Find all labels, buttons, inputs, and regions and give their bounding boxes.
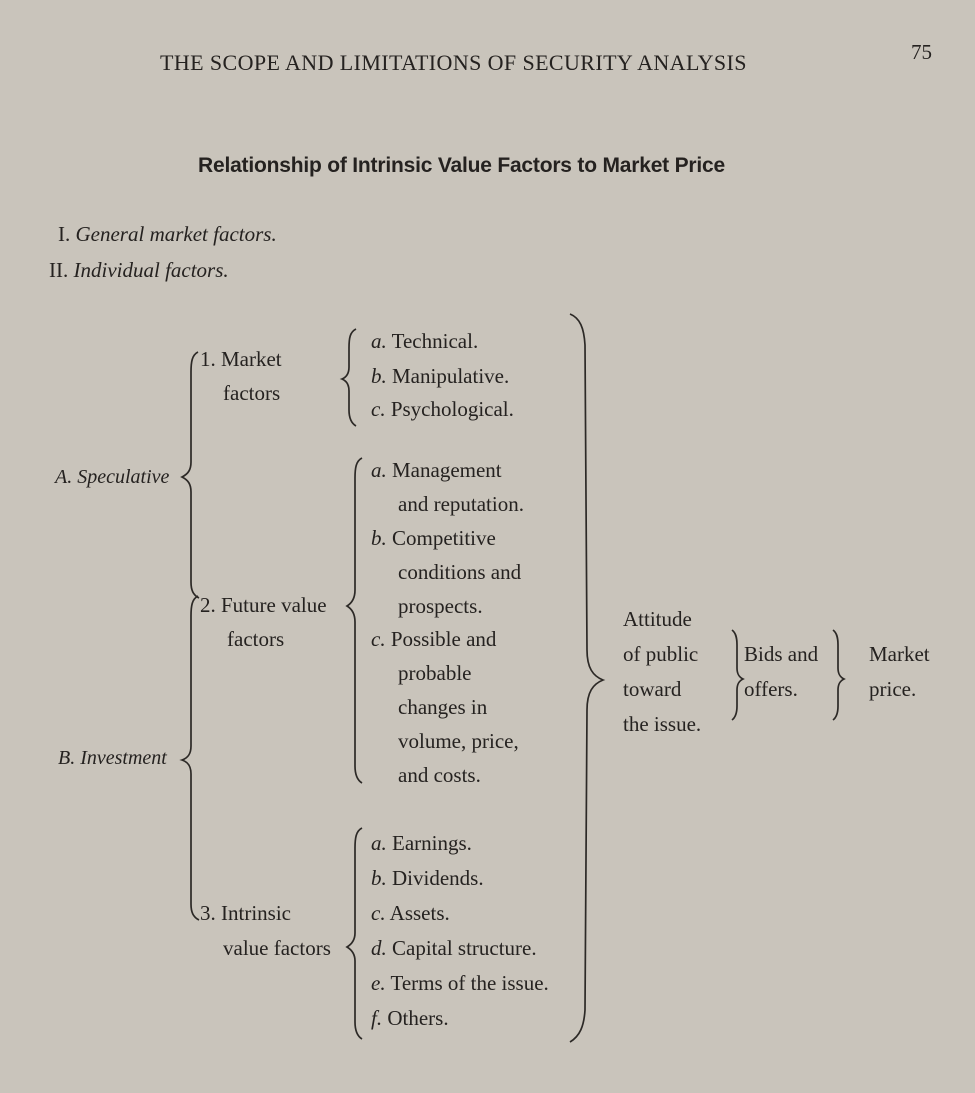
market-item: b. Manipulative. <box>371 364 510 388</box>
page-number: 75 <box>911 40 932 64</box>
intrinsic-item: a. Earnings. <box>371 831 472 855</box>
future-value-brace <box>347 458 362 783</box>
market-price-line: Market <box>869 642 930 666</box>
group-future-line1: 2. Future value <box>200 593 327 617</box>
future-item-cont: changes in <box>398 695 488 719</box>
investment-label: B. Investment <box>58 747 167 769</box>
intrinsic-item: c. Assets. <box>371 901 450 925</box>
bids-line: offers. <box>744 677 798 701</box>
market-factors-brace <box>342 329 356 426</box>
future-item-cont: conditions and <box>398 560 522 584</box>
bids-brace <box>732 630 743 720</box>
list-text: General market factors. <box>75 222 277 246</box>
group-intrinsic-line2: value factors <box>223 936 331 960</box>
group-intrinsic-line1: 3. Intrinsic <box>200 901 291 925</box>
group-future-line2: factors <box>227 627 285 651</box>
group-market-line1: 1. Market <box>200 347 282 371</box>
attitude-line: toward <box>623 677 682 701</box>
attitude-line: Attitude <box>623 607 692 631</box>
intrinsic-item: f. Others. <box>371 1006 449 1030</box>
intrinsic-brace <box>347 828 362 1039</box>
market-price-line: price. <box>869 677 917 701</box>
list-num: I. <box>58 222 71 246</box>
future-item-cont: and reputation. <box>398 492 524 516</box>
attitude-brace <box>570 314 603 1042</box>
future-item-cont: volume, price, <box>398 729 519 753</box>
future-item: c. Possible and <box>371 627 497 651</box>
diagram-title: Relationship of Intrinsic Value Factors to Market Price <box>198 154 725 177</box>
future-item: b. Competitive <box>371 526 496 550</box>
list-text: Individual factors. <box>73 258 229 282</box>
attitude-line: the issue. <box>623 712 702 736</box>
market-item: a. Technical. <box>371 329 479 353</box>
speculative-brace <box>182 352 199 598</box>
market-price-brace <box>833 630 844 720</box>
group-market-line2: factors <box>223 381 281 405</box>
future-item: a. Management <box>371 458 502 482</box>
running-header: THE SCOPE AND LIMITATIONS OF SECURITY ANALYSIS <box>160 50 747 75</box>
intrinsic-item: b. Dividends. <box>371 866 484 890</box>
list-num: II. <box>49 258 69 282</box>
intrinsic-item: e. Terms of the issue. <box>371 971 549 995</box>
bids-line: Bids and <box>744 642 819 666</box>
attitude-line: of public <box>623 642 699 666</box>
future-item-cont: probable <box>398 661 472 685</box>
market-item: c. Psychological. <box>371 397 514 421</box>
future-item-cont: and costs. <box>398 763 481 787</box>
investment-brace <box>182 596 199 920</box>
intrinsic-item: d. Capital structure. <box>371 936 537 960</box>
speculative-label: A. Speculative <box>55 466 170 488</box>
future-item-cont: prospects. <box>398 594 483 618</box>
